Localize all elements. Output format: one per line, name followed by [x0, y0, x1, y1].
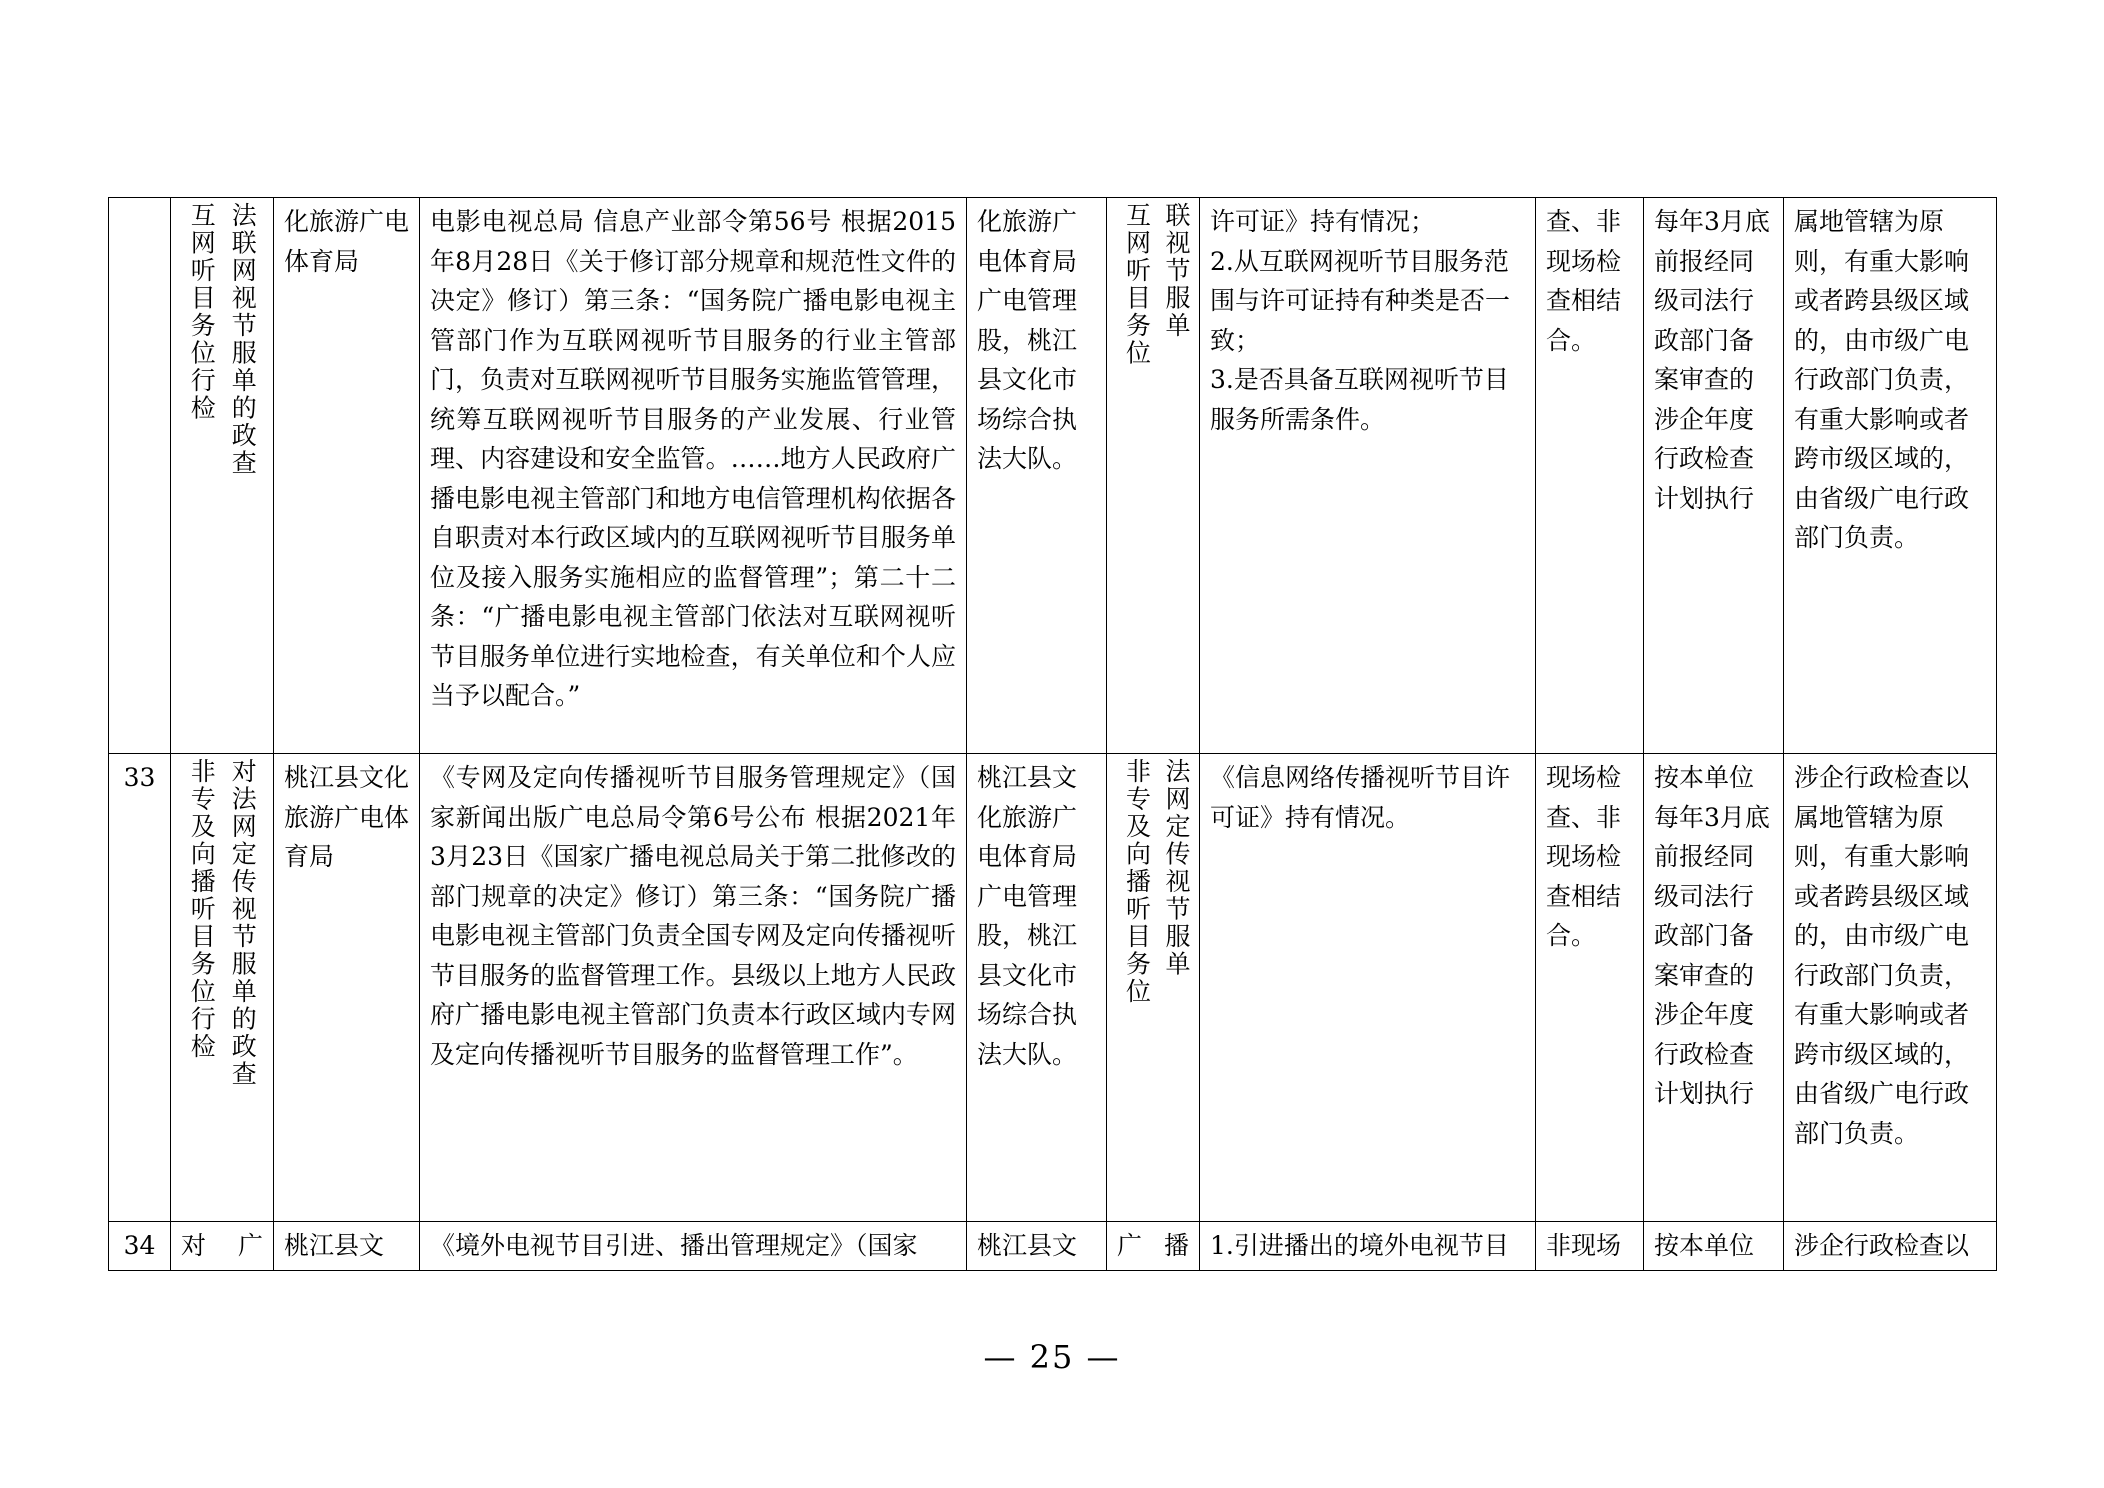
table-row: [109, 198, 1997, 754]
inspection-frequency-cell: 按本单位每年3月底前报经同级司法行政部门备案审查的涉企年度行政检查计划执行: [1644, 754, 1784, 1222]
inspection-method-cell: 现场检查、非现场检查相结合。: [1536, 754, 1644, 1222]
inspection-object-left: 法网定传视节服单: [1162, 758, 1191, 978]
inspection-object-right: 播: [1163, 1231, 1189, 1260]
legal-basis-cell: 《专网及定向传播视听节目服务管理规定》（国家新闻出版广电总局令第6号公布 根据2021年3月23日《国家广播电视总局关于第二批修改的部门规章的决定》修订）第三条：“国务院广播电影电视主管部门负责全国专网及定向传播视听节目服务的监督管理工作。县级以上地方人民政府广播电影电视主管部门负责本行政区域内专网及定向传播视听节目服务的监督管理工作”。: [420, 754, 967, 1222]
inspection-object-right: 非专及向播听目务位: [1122, 758, 1152, 1006]
inspection-method-cell: 查、非现场检查相结合。: [1536, 198, 1644, 754]
implementer-cell: 桃江县文化旅游广电体育局: [274, 754, 420, 1222]
inspection-object-cell: [1107, 754, 1200, 1222]
inspection-content-cell: 许可证》持有情况； 2.从互联网视听节目服务范围与许可证持有种类是否一致； 3.是否具备互联网视听节目服务所需条件。: [1200, 198, 1536, 754]
executor-cell: 桃江县文: [967, 1222, 1107, 1271]
inspection-item-cell: [171, 198, 274, 754]
executor-cell: 桃江县文化旅游广电体育局广电管理股，桃江县文化市场综合执法大队。: [967, 754, 1107, 1222]
jurisdiction-cell: 属地管辖为原则，有重大影响或者跨县级区域的，由市级广电行政部门负责，有重大影响或者跨市级区域的，由省级广电行政部门负责。: [1784, 198, 1997, 754]
table-row: [109, 754, 1997, 1222]
row-number: 34: [109, 1222, 171, 1271]
row-number: 33: [109, 754, 171, 1222]
inspection-frequency-cell: 按本单位: [1644, 1222, 1784, 1271]
executor-cell: 化旅游广电体育局广电管理股，桃江县文化市场综合执法大队。: [967, 198, 1107, 754]
inspection-item-cell: [171, 1222, 274, 1271]
jurisdiction-cell: 涉企行政检查以属地管辖为原则，有重大影响或者跨县级区域的，由市级广电行政部门负责，有重大影响或者跨市级区域的，由省级广电行政部门负责。: [1784, 754, 1997, 1222]
legal-basis-cell: 电影电视总局 信息产业部令第56号 根据2015年8月28日《关于修订部分规章和规范性文件的决定》修订）第三条：“国务院广播电影电视主管部门作为互联网视听节目服务的行业主管部门，负责对互联网视听节目服务实施监管管理，统筹互联网视听节目服务的产业发展、行业管理、内容建设和安全监管。……地方人民政府广播电影电视主管部门和地方电信管理机构依据各自职责对本行政区域内的互联网视听节目服务单位及接入服务实施相应的监督管理”；第二十二条：“广播电影电视主管部门依法对互联网视听节目服务单位进行实地检查，有关单位和个人应当予以配合。”: [420, 198, 967, 754]
inspection-item-right: 广: [237, 1231, 263, 1260]
inspection-table: [108, 197, 1997, 1271]
inspection-item-left: 对法网定传视节服单的政查: [228, 758, 258, 1088]
implementer-cell: 化旅游广电体育局: [274, 198, 420, 754]
inspection-content-cell: 1.引进播出的境外电视节目: [1200, 1222, 1536, 1271]
inspection-method-cell: 非现场: [1536, 1222, 1644, 1271]
inspection-item-cell: [171, 754, 274, 1222]
inspection-object-cell: [1107, 198, 1200, 754]
inspection-object-left: 联视节服单: [1162, 202, 1191, 340]
implementer-cell: 桃江县文: [274, 1222, 420, 1271]
row-number: [109, 198, 171, 754]
inspection-content-cell: 《信息网络传播视听节目许可证》持有情况。: [1200, 754, 1536, 1222]
jurisdiction-cell: 涉企行政检查以: [1784, 1222, 1997, 1271]
legal-basis-cell: 《境外电视节目引进、播出管理规定》（国家: [420, 1222, 967, 1271]
inspection-item-left: 对: [181, 1231, 207, 1260]
inspection-object-cell: [1107, 1222, 1200, 1271]
inspection-frequency-cell: 每年3月底前报经同级司法行政部门备案审查的涉企年度行政检查计划执行: [1644, 198, 1784, 754]
inspection-item-right: 互网听目务位行检: [187, 202, 217, 422]
inspection-item-right: 非专及向播听目务位行检: [187, 758, 217, 1061]
page-number: — 25 —: [983, 1338, 1121, 1376]
inspection-item-left: 法联网视节服单的政查: [228, 202, 258, 477]
table-row: [109, 1222, 1997, 1271]
inspection-object-left: 广: [1117, 1231, 1143, 1260]
inspection-object-right: 互网听目务位: [1122, 202, 1152, 367]
